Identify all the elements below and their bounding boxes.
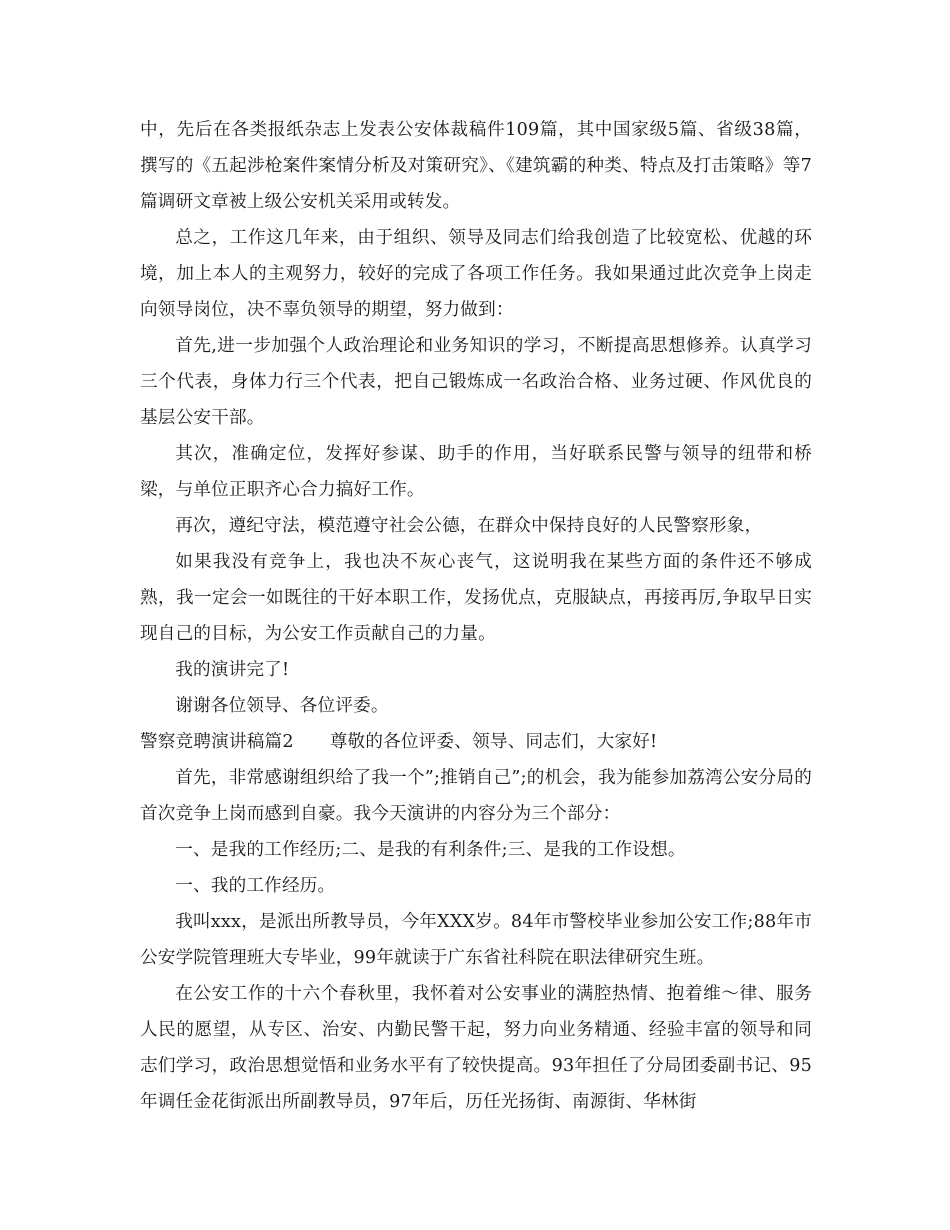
- paragraph-if-not-selected: 如果我没有竞争上，我也决不灰心丧气，这说明我在某些方面的条件还不够成熟，我一定会一如既往的干好本职工作，发扬优点，克服缺点，再接再厉,争取早日实现自己的目标，为公安工作贡献自己的力量。: [140, 552, 812, 644]
- paragraph-first: 首先,进一步加强个人政治理论和业务知识的学习，不断提高思想修养。认真学习三个代表，身体力行三个代表，把自己锻炼成一名政治合格、业务过硬、作风优良的基层公安干部。: [140, 336, 812, 428]
- section-heading: [140, 724, 812, 760]
- paragraph-continuation: 中，先后在各类报纸杂志上发表公安体裁稿件109篇，其中国家级5篇、省级38篇，撰写的《五起涉枪案件案情分析及对策研究》、《建筑霸的种类、特点及打击策略》等7篇调研文章被上级公安机关采用或转发。: [140, 120, 812, 212]
- paragraph-opening: 首先，非常感谢组织给了我一个”;推销自己”;的机会，我为能参加荔湾公安分局的首次竞争上岗而感到自豪。我今天演讲的内容分为三个部分：: [140, 768, 812, 824]
- paragraph-introduction: 我叫xxx，是派出所教导员，今年XXX岁。84年市警校毕业参加公安工作;88年市公安学院管理班大专毕业，99年就读于广东省社科院在职法律研究生班。: [140, 912, 812, 968]
- paragraph-second: 其次，准确定位，发挥好参谋、助手的作用，当好联系民警与领导的纽带和桥梁，与单位正职齐心合力搞好工作。: [140, 444, 812, 500]
- paragraph-thanks: 谢谢各位领导、各位评委。: [175, 696, 389, 716]
- section-greeting: 尊敬的各位评委、领导、同志们，大家好!: [329, 732, 658, 752]
- document-body: [140, 112, 812, 1120]
- paragraph-outline: 一、是我的工作经历;二、是我的有利条件;三、是我的工作设想。: [175, 840, 686, 860]
- paragraph-speech-end: 我的演讲完了!: [175, 660, 290, 680]
- paragraph-subheading-experience: 一、我的工作经历。: [175, 876, 336, 896]
- section-title: 警察竞聘演讲稿篇2: [140, 732, 294, 752]
- paragraph-summary: 总之，工作这几年来，由于组织、领导及同志们给我创造了比较宽松、优越的环境，加上本人的主观努力，较好的完成了各项工作任务。我如果通过此次竞争上岗走向领导岗位，决不辜负领导的期望，努力做到：: [140, 228, 812, 320]
- paragraph-career: 在公安工作的十六个春秋里，我怀着对公安事业的满腔热情、抱着维～律、服务人民的愿望，从专区、治安、内勤民警干起，努力向业务精通、经验丰富的领导和同志们学习，政治思想觉悟和业务水平有了较快提高。93年担任了分局团委副书记、95年调任金花街派出所副教导员，97年后，历任光扬街、南源街、华林街: [140, 984, 812, 1112]
- paragraph-third: 再次，遵纪守法，模范遵守社会公德，在群众中保持良好的人民警察形象，: [175, 516, 763, 536]
